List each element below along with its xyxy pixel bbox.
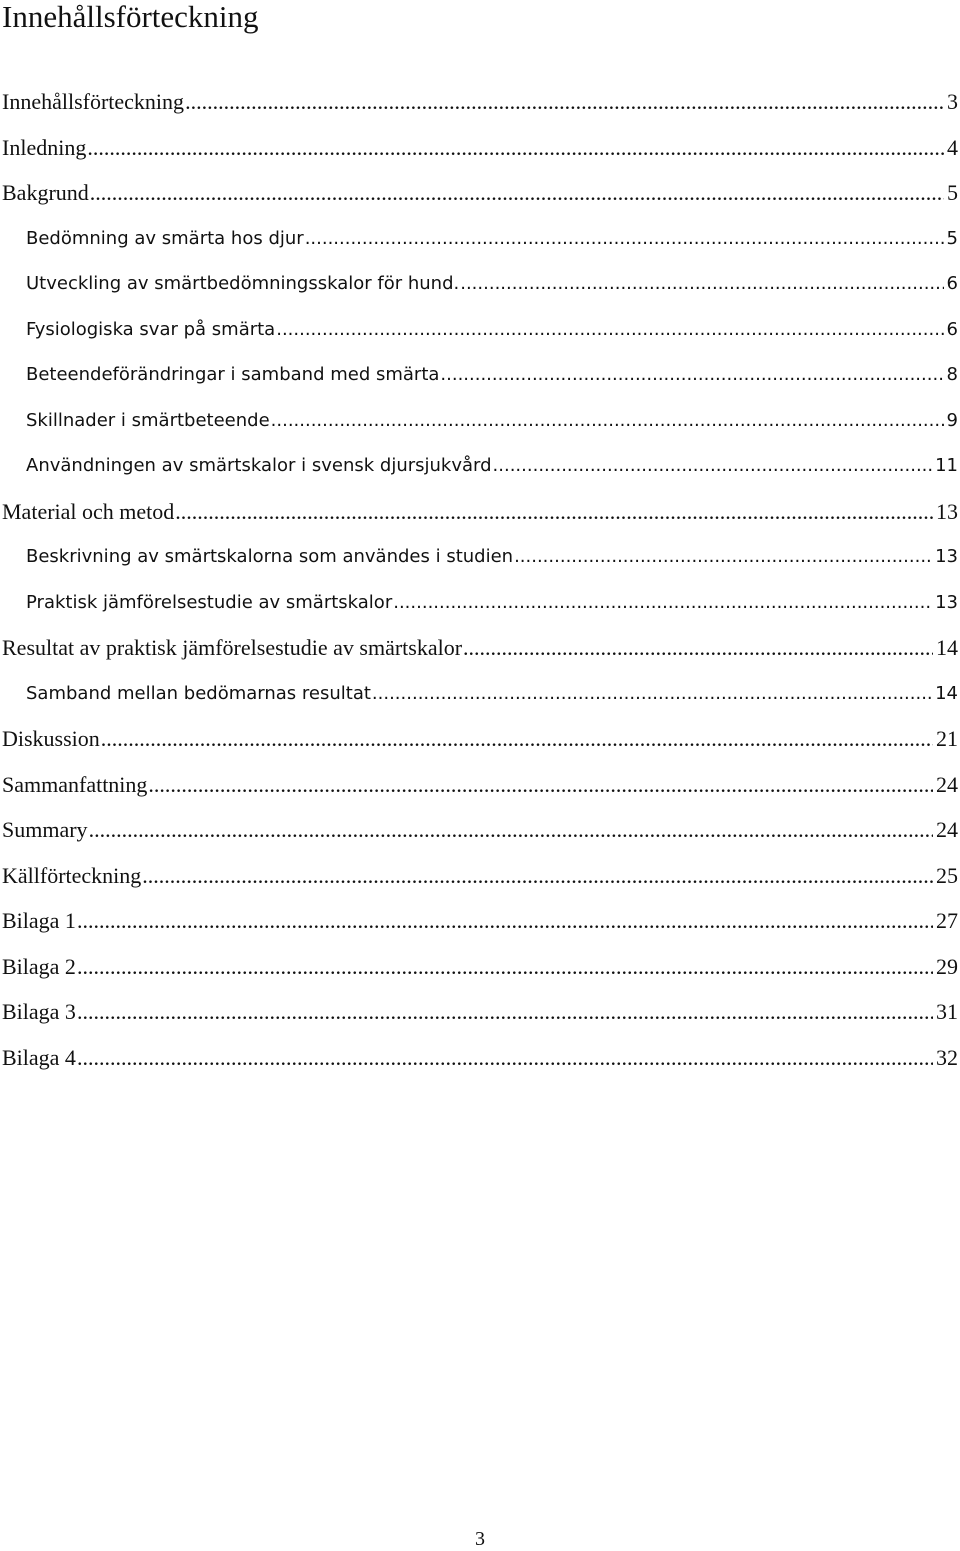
- toc-dot-leader: [305, 216, 944, 262]
- toc-entry-title: Innehållsförteckning: [2, 89, 185, 114]
- toc-entry-title: Bakgrund: [2, 180, 89, 205]
- toc-entry-title: Praktisk jämförelsestudie av smärtskalor: [26, 591, 393, 613]
- toc-entry-title: Bilaga 2: [2, 953, 76, 979]
- toc-dot-leader: [493, 443, 933, 489]
- toc-entry-page-number: 27: [936, 908, 958, 933]
- toc-entry[interactable]: [0, 807, 960, 853]
- toc-entry-page-number: 3: [947, 89, 958, 114]
- toc-dot-leader: [77, 1035, 933, 1081]
- toc-entry[interactable]: [0, 898, 960, 944]
- toc-entry-title: Bilaga 1: [2, 908, 76, 933]
- toc-entry[interactable]: [0, 307, 960, 353]
- toc-dot-leader: [77, 944, 933, 990]
- toc-entry-title: Skillnader i smärtbeteende: [26, 409, 270, 431]
- toc-entry-page-number: 13: [936, 498, 958, 524]
- toc-entry-title: Bilaga 3: [2, 999, 76, 1024]
- toc-dot-leader: [372, 671, 932, 717]
- toc-dot-leader: [514, 534, 932, 580]
- toc-entry-page-number: 5: [947, 180, 958, 205]
- toc-entry-page-number: 9: [946, 409, 958, 431]
- toc-entry[interactable]: [0, 716, 960, 762]
- toc-entry-title: Utveckling av smärtbedömningsskalor för hund.: [26, 273, 460, 294]
- toc-dot-leader: [463, 625, 933, 671]
- toc-entry[interactable]: [0, 989, 960, 1035]
- toc-dot-leader: [90, 170, 944, 216]
- toc-dot-leader: [77, 898, 933, 944]
- toc-entry[interactable]: [0, 170, 960, 216]
- toc-entry-page-number: 31: [936, 999, 958, 1024]
- toc-entry[interactable]: [0, 853, 960, 899]
- toc-entry-title: Fysiologiska svar på smärta: [26, 318, 276, 340]
- toc-entry[interactable]: [0, 534, 960, 580]
- toc-entry-page-number: 6: [946, 318, 958, 340]
- toc-entry[interactable]: [0, 671, 960, 717]
- toc-entry-page-number: 13: [935, 546, 958, 567]
- toc-entry[interactable]: [0, 398, 960, 444]
- toc-entry[interactable]: [0, 125, 960, 171]
- toc-entry[interactable]: [0, 944, 960, 990]
- toc-dot-leader: [276, 307, 943, 353]
- toc-entry-title: Summary: [2, 817, 88, 842]
- toc-entry[interactable]: [0, 261, 960, 307]
- toc-entry-title: Bedömning av smärta hos djur: [26, 227, 304, 249]
- toc-dot-leader: [101, 716, 933, 762]
- toc-entry-title: Inledning: [2, 134, 87, 160]
- toc-entry-page-number: 14: [935, 682, 958, 704]
- toc-entry[interactable]: [0, 489, 960, 535]
- toc-entry-page-number: 14: [936, 635, 958, 660]
- toc-dot-leader: [271, 398, 944, 444]
- toc-entry[interactable]: [0, 625, 960, 671]
- toc-entry-page-number: 11: [935, 455, 958, 476]
- toc-entry[interactable]: [0, 79, 960, 125]
- toc-entry-page-number: 21: [936, 726, 958, 751]
- toc-entry[interactable]: [0, 580, 960, 626]
- toc-dot-leader: [175, 489, 933, 535]
- toc-entry-title: Diskussion: [2, 726, 100, 751]
- toc-entry[interactable]: [0, 216, 960, 262]
- toc-dot-leader: [460, 261, 943, 307]
- toc-entry-title: Samband mellan bedömarnas resultat: [26, 682, 371, 704]
- toc-entry-page-number: 4: [947, 134, 958, 160]
- toc-entry-page-number: 24: [936, 817, 958, 842]
- page-title: Innehållsförteckning: [2, 0, 259, 34]
- toc-entry-page-number: 25: [936, 862, 958, 888]
- toc-entry-title: Sammanfattning: [2, 771, 148, 797]
- toc-entry-title: Beskrivning av smärtskalorna som användes i studien: [26, 546, 514, 567]
- toc-entry-page-number: 8: [946, 364, 958, 385]
- toc-dot-leader: [185, 79, 944, 125]
- toc-entry-page-number: 29: [936, 953, 958, 979]
- toc-dot-leader: [87, 125, 944, 171]
- table-of-contents: [0, 79, 960, 1080]
- toc-entry[interactable]: [0, 352, 960, 398]
- toc-entry-title: Resultat av praktisk jämförelsestudie av smärtskalor: [2, 635, 463, 660]
- toc-entry-title: Material och metod: [2, 498, 175, 524]
- page-number: 3: [475, 1528, 485, 1550]
- toc-entry-title: Beteendeförändringar i samband med smärta: [26, 364, 440, 385]
- toc-entry-page-number: 32: [936, 1044, 958, 1070]
- toc-dot-leader: [142, 853, 933, 899]
- toc-entry-page-number: 24: [936, 771, 958, 797]
- toc-entry-title: Användningen av smärtskalor i svensk djursjukvård: [26, 455, 492, 476]
- toc-dot-leader: [89, 807, 933, 853]
- toc-entry[interactable]: [0, 443, 960, 489]
- toc-entry[interactable]: [0, 1035, 960, 1081]
- toc-entry-page-number: 6: [946, 273, 958, 294]
- toc-dot-leader: [393, 580, 932, 626]
- toc-entry-title: Källförteckning: [2, 862, 142, 888]
- toc-entry-title: Bilaga 4: [2, 1044, 76, 1070]
- toc-entry-page-number: 5: [946, 227, 958, 249]
- toc-entry[interactable]: [0, 762, 960, 808]
- toc-dot-leader: [440, 352, 943, 398]
- toc-dot-leader: [77, 989, 933, 1035]
- toc-dot-leader: [148, 762, 933, 808]
- toc-entry-page-number: 13: [935, 591, 958, 613]
